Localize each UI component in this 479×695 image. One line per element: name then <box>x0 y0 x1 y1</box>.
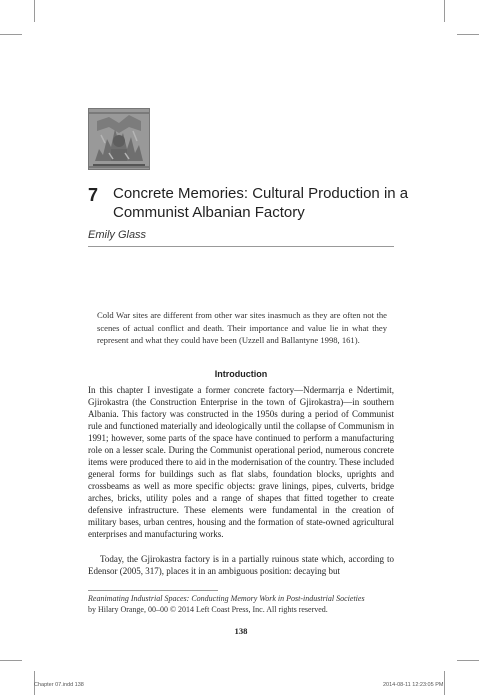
body-paragraph: In this chapter I investigate a former concrete factory—Ndermarrja e Ndertimit, Gjirokastra (the Construction Enterprise in the town of Gjirokastra)—in southern Albania. This factory was constructed in the 1950s during a period of Communist rule and functioned materially and ideologically until the collapse of Communism in 1991; however, some parts of the space have continued to perform a manufacturing role on a lesser scale. During the Communist operational period, numerous concrete items were produced there to aid in the modernisation of the country. These included general forms for buildings such as flat slabs, foundation blocks, uprights and crossbeams as well as more specific objects: grave linings, pipes, culverts, bridge arches, bricks, utility poles and a range of shapes that fitted together to create defensive infrastructure. These elements were fundamental in the creation of military bases, urban centres, housing and the formation of state-owned agricultural enterprises and manufacturing works. <box>88 385 394 539</box>
page-number: 138 <box>234 626 248 636</box>
crop-mark <box>0 34 22 35</box>
crop-mark <box>0 660 22 661</box>
chapter-relief-image <box>88 108 150 170</box>
epigraph: Cold War sites are different from other war sites inasmuch as they are often not the scenes of actual conflict and death. Their importance and value lie in what they represent and what they could have been (Uzzell and Ballantyne 1998, 161). <box>97 310 387 345</box>
slug-right: 2014-08-11 12:23:05 PM <box>383 682 444 688</box>
footnote-rule <box>88 590 218 591</box>
footnote <box>88 593 394 615</box>
title-rule <box>88 246 394 247</box>
slug-left: Chapter 07.indd 138 <box>34 682 84 688</box>
footnote-details: by Hilary Orange, 00–00 © 2014 Left Coast Press, Inc. All rights reserved. <box>88 605 328 614</box>
chapter-title: Concrete Memories: Cultural Production in a Communist Albanian Factory <box>113 185 409 221</box>
crop-mark <box>444 671 445 695</box>
footnote-book-title: Reanimating Industrial Spaces: Conducting Memory Work in Post-industrial Societies <box>88 594 365 603</box>
crop-mark <box>457 34 479 35</box>
crop-mark <box>457 660 479 661</box>
crop-mark <box>34 0 35 22</box>
body-paragraph: Today, the Gjirokastra factory is in a partially ruinous state which, according to Edensor (2005, 317), places it in an ambiguous position: decaying but <box>88 554 394 576</box>
chapter-number: 7 <box>88 185 99 205</box>
section-heading: Introduction <box>214 369 268 379</box>
crop-mark <box>444 0 445 22</box>
chapter-author: Emily Glass <box>88 229 147 241</box>
